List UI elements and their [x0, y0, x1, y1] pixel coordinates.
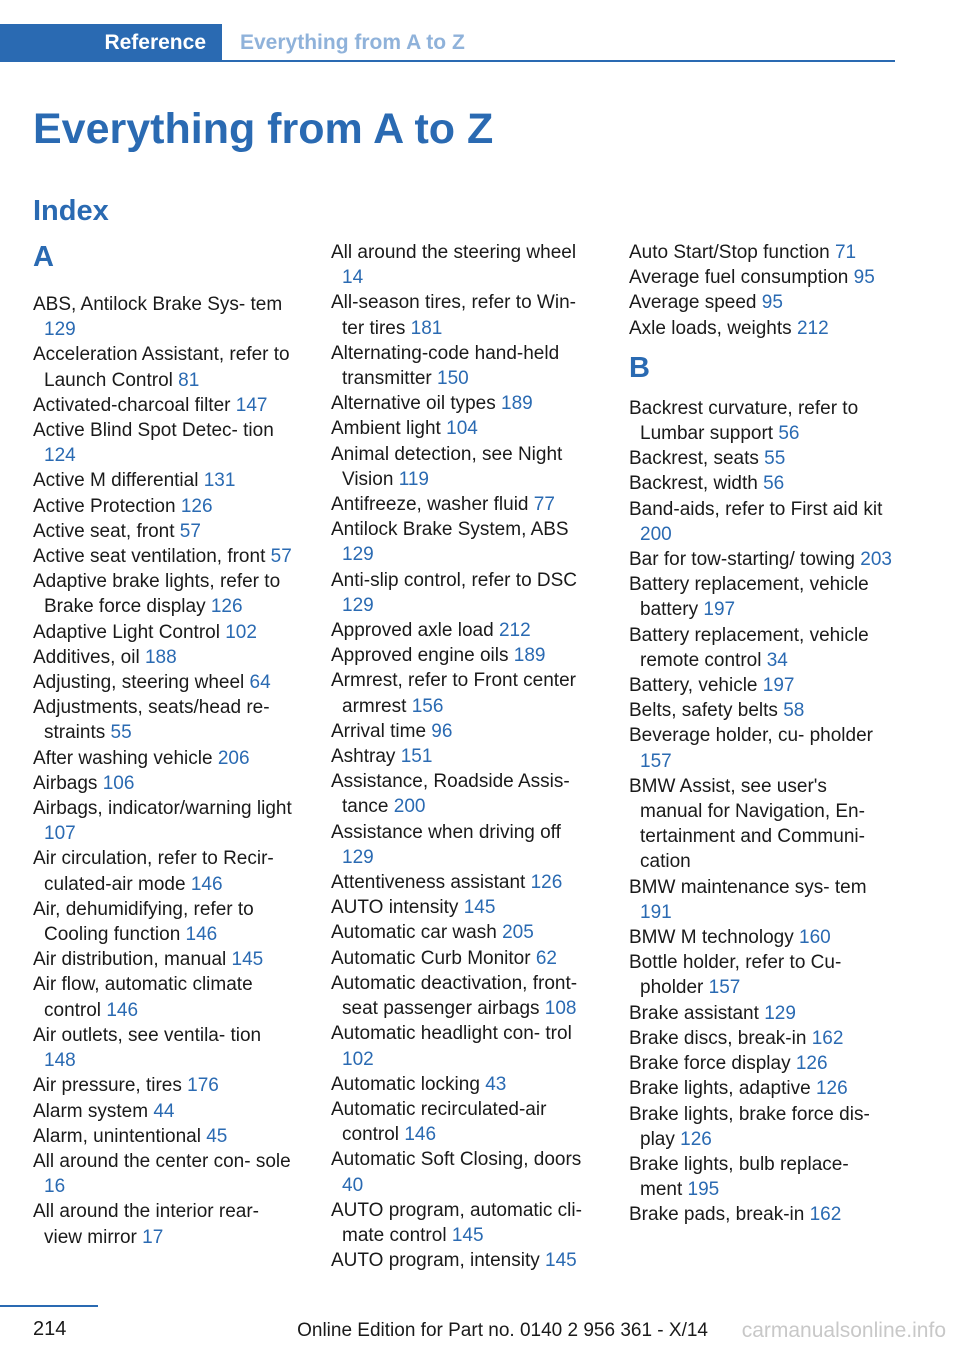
page-reference-link[interactable]: 176 [187, 1075, 219, 1097]
index-entry [629, 240, 894, 265]
page-reference-link[interactable]: 129 [44, 319, 76, 341]
page-reference-link[interactable]: 145 [463, 897, 496, 919]
index-entry [331, 391, 596, 416]
index-entry-text: Brake pads, break-in [629, 1204, 805, 1226]
index-entry-text: Adaptive brake lights, refer to Brake force display [33, 571, 281, 618]
page-reference-link[interactable]: 148 [44, 1050, 76, 1072]
index-letter-heading: A [33, 241, 54, 273]
index-entry [33, 1149, 298, 1199]
index-entry [33, 1124, 298, 1149]
index-column-1 [33, 240, 298, 1250]
index-entry-text: Active M differential [33, 470, 199, 492]
page-reference-link[interactable]: 129 [342, 544, 374, 566]
index-entry-text: Brake force display [629, 1053, 791, 1075]
page-reference-link[interactable]: 57 [270, 546, 292, 568]
page-number: 214 [33, 1318, 67, 1340]
index-entry [33, 342, 298, 392]
page-reference-link[interactable]: 197 [703, 599, 736, 621]
index-entry-text: Axle loads, weights [629, 317, 792, 339]
index-entry [629, 623, 894, 673]
index-entry [331, 517, 596, 567]
index-entry-text: All-season tires, refer to Win‐ ter tires [331, 292, 576, 339]
page-reference-link[interactable]: 126 [180, 495, 213, 517]
index-entry-text: Automatic headlight con‐ trol [331, 1023, 572, 1045]
index-entry [331, 618, 596, 643]
index-entry [331, 442, 596, 492]
page-reference-link[interactable]: 119 [398, 468, 429, 490]
index-entry-text: Air, dehumidifying, refer to Cooling function [33, 898, 254, 946]
index-entry [629, 950, 894, 1000]
index-entry-text: All around the interior rear‐ view mirror [33, 1201, 259, 1248]
page-reference-link[interactable]: 102 [342, 1048, 374, 1070]
index-entry-text: Attentiveness assistant [331, 872, 526, 894]
index-entry [629, 290, 894, 315]
edition-note: Online Edition for Part no. 0140 2 956 361 - X/14 [297, 1320, 708, 1341]
index-entry-text: BMW maintenance sys‐ tem [629, 876, 867, 898]
index-entry [33, 519, 298, 544]
page-reference-link[interactable]: 40 [342, 1174, 364, 1196]
page-reference-link[interactable]: 57 [179, 520, 201, 542]
index-entry [331, 920, 596, 945]
index-entry-text: Backrest, seats [629, 448, 759, 470]
index-entry [629, 547, 894, 572]
index-entry-text: Animal detection, see Night Vision [331, 443, 563, 490]
index-entry [331, 895, 596, 920]
index-entry [33, 494, 298, 519]
index-entry [33, 771, 298, 796]
page-reference-link[interactable]: 129 [342, 594, 374, 616]
page-reference-link[interactable]: 188 [144, 646, 177, 668]
index-entry [33, 544, 298, 569]
index-entry-text: Alarm system [33, 1100, 149, 1122]
index-entry-text: Approved axle load [331, 620, 494, 642]
index-entry [33, 645, 298, 670]
page-reference-link[interactable]: 200 [640, 523, 672, 545]
index-entry [629, 572, 894, 622]
index-entry-text: Backrest, width [629, 473, 758, 495]
page-reference-link[interactable]: 104 [446, 418, 478, 440]
index-entry-text: Average speed [629, 292, 757, 314]
index-entry-text: Air flow, automatic climate control [33, 974, 253, 1021]
index-entry-text: Active Protection [33, 495, 176, 517]
index-entry-text: Air outlets, see ventila‐ tion [33, 1024, 262, 1046]
index-entry-text: Acceleration Assistant, refer to Launch Control [33, 344, 290, 391]
index-entry [629, 1152, 894, 1202]
index-entry [629, 1202, 894, 1227]
index-entry-text: Air distribution, manual [33, 949, 227, 971]
index-entry [629, 723, 894, 773]
page-reference-link[interactable]: 129 [342, 846, 374, 868]
index-entry-text: Automatic car wash [331, 922, 497, 944]
page-reference-link[interactable]: 200 [393, 796, 426, 818]
page-reference-link[interactable]: 145 [545, 1250, 577, 1272]
index-entry [629, 1026, 894, 1051]
page-reference-link[interactable]: 189 [513, 645, 546, 667]
page-reference-link[interactable]: 126 [795, 1053, 828, 1075]
index-entry [629, 673, 894, 698]
index-entry [33, 796, 298, 846]
index-entry-text: Battery, vehicle [629, 675, 758, 697]
section-tab: Reference [0, 24, 222, 62]
index-entry-text: Ambient light [331, 418, 441, 440]
index-entry-text: Auto Start/Stop function [629, 242, 830, 263]
index-entry-text: Active seat ventilation, front [33, 546, 266, 568]
index-entry [331, 946, 596, 971]
page-reference-link[interactable]: 206 [217, 747, 250, 769]
index-entry [33, 1199, 298, 1249]
index-entry-text: Activated-charcoal filter [33, 394, 231, 416]
index-entry-text: All around the center con‐ sole [33, 1150, 291, 1172]
page-reference-link[interactable]: 131 [203, 470, 236, 492]
index-entry [331, 668, 596, 718]
index-entry [629, 446, 894, 471]
index-entry [331, 1021, 596, 1071]
page-reference-link[interactable]: 181 [410, 317, 443, 339]
index-entry-text: Approved engine oils [331, 645, 509, 667]
page-reference-link[interactable]: 102 [225, 621, 257, 643]
index-entry-text: Brake lights, adaptive [629, 1078, 811, 1100]
page-reference-link[interactable]: 55 [110, 722, 132, 744]
page-reference-link[interactable]: 14 [342, 267, 364, 289]
index-entry [331, 492, 596, 517]
index-entry-text: Arrival time [331, 720, 427, 742]
index-entry [331, 1198, 596, 1248]
index-entry [33, 947, 298, 972]
index-entry-text: Automatic recirculated-air control [331, 1098, 547, 1146]
page-reference-link[interactable]: 146 [190, 873, 223, 895]
index-entry-text: Active Blind Spot Detec‐ tion [33, 420, 274, 442]
index-entry [331, 820, 596, 870]
index-entry-text: Air circulation, refer to Recir‐ culated-air mode [33, 848, 274, 895]
index-entry [629, 774, 894, 875]
page-reference-link[interactable]: 156 [411, 695, 444, 717]
index-column-3 [629, 240, 894, 1228]
index-entry-text: Automatic Soft Closing, doors [331, 1149, 582, 1171]
index-entry [629, 925, 894, 950]
index-entry-text: AUTO program, intensity [331, 1250, 540, 1272]
index-entry-text: Belts, safety belts [629, 700, 778, 722]
page-reference-link[interactable]: 96 [431, 720, 453, 742]
index-entry [331, 568, 596, 618]
index-entry-text: Automatic Curb Monitor [331, 947, 531, 969]
index-entry [331, 744, 596, 769]
page-reference-link[interactable]: 151 [400, 746, 433, 768]
index-entry [33, 292, 298, 342]
index-entry [629, 1001, 894, 1026]
index-entry [331, 870, 596, 895]
page-reference-link[interactable]: 145 [451, 1224, 484, 1246]
index-entry-text: Assistance, Roadside Assis‐ tance [331, 771, 570, 818]
index-entry [33, 393, 298, 418]
index-entry [331, 290, 596, 340]
page-reference-link[interactable]: 64 [249, 672, 271, 694]
index-entry-text: Air pressure, tires [33, 1075, 182, 1097]
index-entry [629, 265, 894, 290]
page-reference-link[interactable]: 195 [687, 1179, 720, 1201]
index-entry-text: Adjusting, steering wheel [33, 672, 245, 694]
index-entry-text: AUTO intensity [331, 897, 459, 919]
page-reference-link[interactable]: 191 [640, 901, 672, 923]
index-entry [331, 341, 596, 391]
page-reference-link[interactable]: 56 [778, 423, 800, 445]
index-entry-text: Battery replacement, vehicle remote control [629, 624, 869, 671]
page-reference-link[interactable]: 44 [153, 1100, 175, 1122]
page-reference-link[interactable]: 95 [761, 292, 783, 314]
index-entry-text: Alarm, unintentional [33, 1125, 201, 1147]
index-entry-text: Adaptive Light Control [33, 621, 220, 643]
index-entry-text: Airbags, indicator/warning light [33, 798, 292, 820]
index-entry [629, 471, 894, 496]
index-entry [629, 396, 894, 446]
index-entry-text: All around the steering wheel [331, 242, 577, 263]
index-entry [33, 620, 298, 645]
page-reference-link[interactable]: 62 [535, 947, 557, 969]
index-entry [33, 1073, 298, 1098]
index-entry [629, 1076, 894, 1101]
index-entry-text: Band-aids, refer to First aid kit [629, 498, 883, 520]
page-reference-link[interactable]: 212 [796, 317, 829, 339]
index-entry [33, 569, 298, 619]
page-reference-link[interactable]: 81 [178, 369, 200, 391]
page-reference-link[interactable]: 77 [533, 494, 555, 516]
page-reference-link[interactable]: 160 [799, 927, 831, 949]
index-entry [33, 846, 298, 896]
index-entry-text: Brake discs, break-in [629, 1027, 807, 1049]
index-entry [331, 1072, 596, 1097]
index-entry [331, 769, 596, 819]
page-reference-link[interactable]: 162 [809, 1204, 842, 1226]
page-reference-link[interactable]: 16 [44, 1176, 66, 1198]
page-reference-link[interactable]: 146 [185, 924, 218, 946]
page-reference-link[interactable]: 203 [860, 549, 892, 571]
index-entry-text: Bottle holder, refer to Cu‐ pholder [629, 952, 842, 999]
page-reference-link[interactable]: 34 [766, 649, 788, 671]
index-entry [33, 695, 298, 745]
page-reference-link[interactable]: 106 [102, 772, 135, 794]
index-entry [33, 1099, 298, 1124]
index-entry-text: After washing vehicle [33, 747, 213, 769]
index-entry-text: Ashtray [331, 746, 396, 768]
page-reference-link[interactable]: 197 [762, 675, 795, 697]
index-entry [33, 1023, 298, 1073]
index-entry [629, 875, 894, 925]
page-reference-link[interactable]: 126 [530, 872, 563, 894]
index-entry-text: AUTO program, automatic cli‐ mate control [331, 1199, 582, 1246]
index-entry [33, 468, 298, 493]
index-entry [629, 497, 894, 547]
page-reference-link[interactable]: 126 [210, 596, 243, 618]
index-entry-text: Automatic deactivation, front- seat passenger airbags [331, 972, 578, 1020]
index-entry [331, 240, 596, 290]
index-entry [33, 897, 298, 947]
index-entry-text: Anti-slip control, refer to DSC [331, 569, 578, 591]
page-reference-link[interactable]: 43 [485, 1073, 507, 1095]
page-reference-link[interactable]: 147 [235, 394, 268, 416]
page-reference-link[interactable]: 126 [680, 1128, 712, 1150]
page-reference-link[interactable]: 145 [231, 949, 264, 971]
index-entry [33, 418, 298, 468]
index-entry-text: BMW Assist, see user's manual for Navigation, En‐ tertainment and Communi‐ cation [629, 775, 865, 873]
page-reference-link[interactable]: 157 [708, 977, 741, 999]
page-reference-link[interactable]: 107 [44, 823, 76, 845]
index-entry [629, 1102, 894, 1152]
running-header [0, 24, 895, 62]
index-entry-text: Beverage holder, cu‐ pholder [629, 725, 873, 747]
page-reference-link[interactable]: 205 [502, 922, 534, 944]
index-entry [331, 1097, 596, 1147]
page-reference-link[interactable]: 212 [498, 620, 531, 642]
index-entry-text: Brake lights, brake force dis‐ play [629, 1103, 870, 1150]
page-reference-link[interactable]: 55 [764, 448, 786, 470]
index-entry-text: Armrest, refer to Front center armrest [331, 670, 576, 717]
index-entry-text: Airbags [33, 772, 98, 794]
index-entry-text: Alternative oil types [331, 393, 496, 415]
index-entry-text: Additives, oil [33, 646, 140, 668]
index-entry [33, 972, 298, 1022]
index-entry [331, 1248, 596, 1273]
page-reference-link[interactable]: 146 [106, 999, 139, 1021]
index-entry-text: Alternating-code hand-held transmitter [331, 342, 560, 390]
index-entry-text: Adjustments, seats/head re‐ straints [33, 697, 270, 744]
index-entry-text: Battery replacement, vehicle battery [629, 574, 869, 621]
index-entry-text: Antilock Brake System, ABS [331, 519, 569, 541]
chapter-tab: Everything from A to Z [240, 31, 465, 54]
index-column-2 [331, 240, 596, 1273]
page-reference-link[interactable]: 162 [811, 1027, 844, 1049]
index-entry-text: ABS, Antilock Brake Sys‐ tem [33, 294, 283, 315]
page-reference-link[interactable]: 95 [853, 267, 875, 289]
page-reference-link[interactable]: 157 [640, 750, 672, 772]
page-reference-link[interactable]: 56 [763, 473, 785, 495]
page-title: Everything from A to Z [33, 105, 494, 153]
page-reference-link[interactable]: 45 [206, 1125, 228, 1147]
index-entry [629, 316, 894, 341]
page-reference-link[interactable]: 58 [783, 700, 805, 722]
index-heading: Index [33, 195, 109, 227]
index-entry-text: Active seat, front [33, 520, 175, 542]
index-entry-text: Backrest curvature, refer to Lumbar support [629, 397, 859, 445]
index-letter-heading: B [629, 351, 650, 384]
index-entry [331, 416, 596, 441]
index-entry-text: Antifreeze, washer fluid [331, 494, 529, 516]
watermark: carmanualsonline.info [741, 1319, 946, 1342]
index-entry [629, 1051, 894, 1076]
page-reference-link[interactable]: 126 [815, 1078, 848, 1100]
index-entry-text: Bar for tow-starting/ towing [629, 549, 855, 571]
index-entry [629, 698, 894, 723]
index-entry [331, 971, 596, 1021]
index-entry [331, 719, 596, 744]
footer-rule [0, 1305, 98, 1307]
index-entry-text: Average fuel consumption [629, 267, 849, 289]
index-entry-text: Brake lights, bulb replace‐ ment [629, 1153, 849, 1201]
index-entry-text: Brake assistant [629, 1002, 759, 1024]
index-entry [331, 1147, 596, 1197]
index-entry [33, 670, 298, 695]
index-entry-text: Automatic locking [331, 1073, 480, 1095]
index-entry-text: Assistance when driving off [331, 821, 561, 843]
page-reference-link[interactable]: 129 [764, 1002, 796, 1024]
page-reference-link[interactable]: 17 [142, 1226, 164, 1248]
page-reference-link[interactable]: 189 [501, 393, 533, 415]
page-reference-link[interactable]: 150 [437, 368, 469, 390]
page-reference-link[interactable]: 146 [404, 1124, 437, 1146]
index-entry [33, 746, 298, 771]
index-entry [331, 643, 596, 668]
page-reference-link[interactable]: 108 [544, 998, 577, 1020]
page-reference-link[interactable]: 124 [44, 445, 76, 467]
index-entry-text: BMW M technology [629, 927, 794, 949]
page-reference-link[interactable]: 71 [834, 242, 857, 263]
